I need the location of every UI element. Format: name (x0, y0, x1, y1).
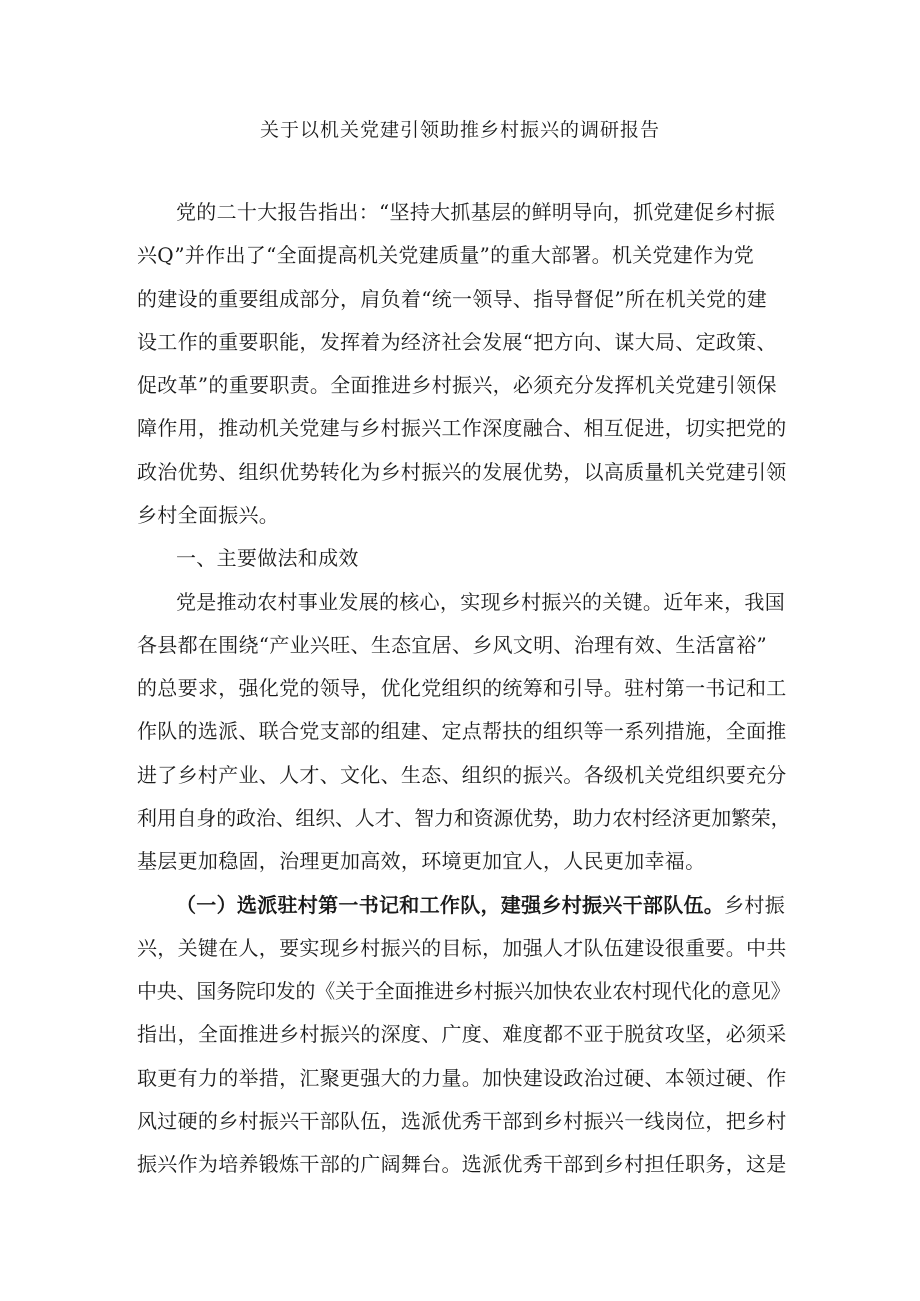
document-title: 关于以机关党建引领助推乡村振兴的调研报告 (259, 119, 660, 141)
subsection-line-7: 振兴作为培养锻炼干部的广阔舞台。选派优秀干部到乡村担任职务，这是 (137, 1152, 787, 1176)
intro-line-6: 障作用，推动机关党建与乡村振兴工作深度融合、相互促进，切实把党的 (137, 416, 787, 440)
section1-line-2: 各县都在围绕“产业兴旺、生态宜居、乡风文明、治理有效、生活富裕” (137, 633, 768, 657)
subsection-line-4: 指出，全面推进乡村振兴的深度、广度、难度都不亚于脱贫攻坚，必须采 (137, 1022, 787, 1046)
intro-line-5: 促改革”的重要职责。全面推进乡村振兴，必须充分发挥机关党建引领保 (137, 373, 777, 397)
intro-line-3: 的建设的重要组成部分，肩负着“统一领导、指导督促”所在机关党的建 (137, 287, 768, 311)
section1-line-7: 基层更加稳固，治理更加高效，环境更加宜人，人民更加幸福。 (137, 849, 706, 873)
section1-line-6: 利用自身的政治、组织、人才、智力和资源优势，助力农村经济更加繁荣， (137, 806, 791, 830)
section1-line-3: 的总要求，强化党的领导，优化党组织的统筹和引导。驻村第一书记和工 (137, 676, 787, 700)
intro-line-1: 党的二十大报告指出：“坚持大抓基层的鲜明导向，抓党建促乡村振 (176, 200, 776, 224)
intro-line-7: 政治优势、组织优势转化为乡村振兴的发展优势，以高质量机关党建引领 (137, 460, 787, 484)
subsection-heading: （一）选派驻村第一书记和工作队，建强乡村振兴干部队伍。 (176, 893, 725, 917)
subsection-line-2: 兴，关键在人，要实现乡村振兴的目标，加强人才队伍建设很重要。中共 (137, 936, 787, 960)
intro-line-8: 乡村全面振兴。 (137, 503, 280, 527)
subsection-first-line (176, 890, 785, 920)
section1-line-5: 进了乡村产业、人才、文化、生态、组织的振兴。各级机关党组织要充分 (137, 763, 787, 787)
section1-line-4: 作队的选派、联合党支部的组建、定点帮扶的组织等一系列措施，全面推 (137, 719, 787, 743)
intro-line-4: 设工作的重要职能，发挥着为经济社会发展“把方向、谋大局、定政策、 (137, 330, 777, 354)
subsection-line-6: 风过硬的乡村振兴干部队伍，选派优秀干部到乡村振兴一线岗位，把乡村 (137, 1109, 787, 1133)
subsection-first-line-rest: 乡村振 (724, 893, 786, 917)
intro-line-2: 兴Q”并作出了“全面提高机关党建质量”的重大部署。机关党建作为党 (137, 243, 755, 267)
subsection-line-5: 取更有力的举措，汇聚更强大的力量。加快建设政治过硬、本领过硬、作 (137, 1066, 787, 1090)
subsection-line-3: 中央、国务院印发的《关于全面推进乡村振兴加快农业农村现代化的意见》 (137, 979, 791, 1003)
section1-line-1: 党是推动农村事业发展的核心，实现乡村振兴的关键。近年来，我国 (176, 590, 785, 614)
section-heading: 一、主要做法和成效 (176, 546, 359, 570)
